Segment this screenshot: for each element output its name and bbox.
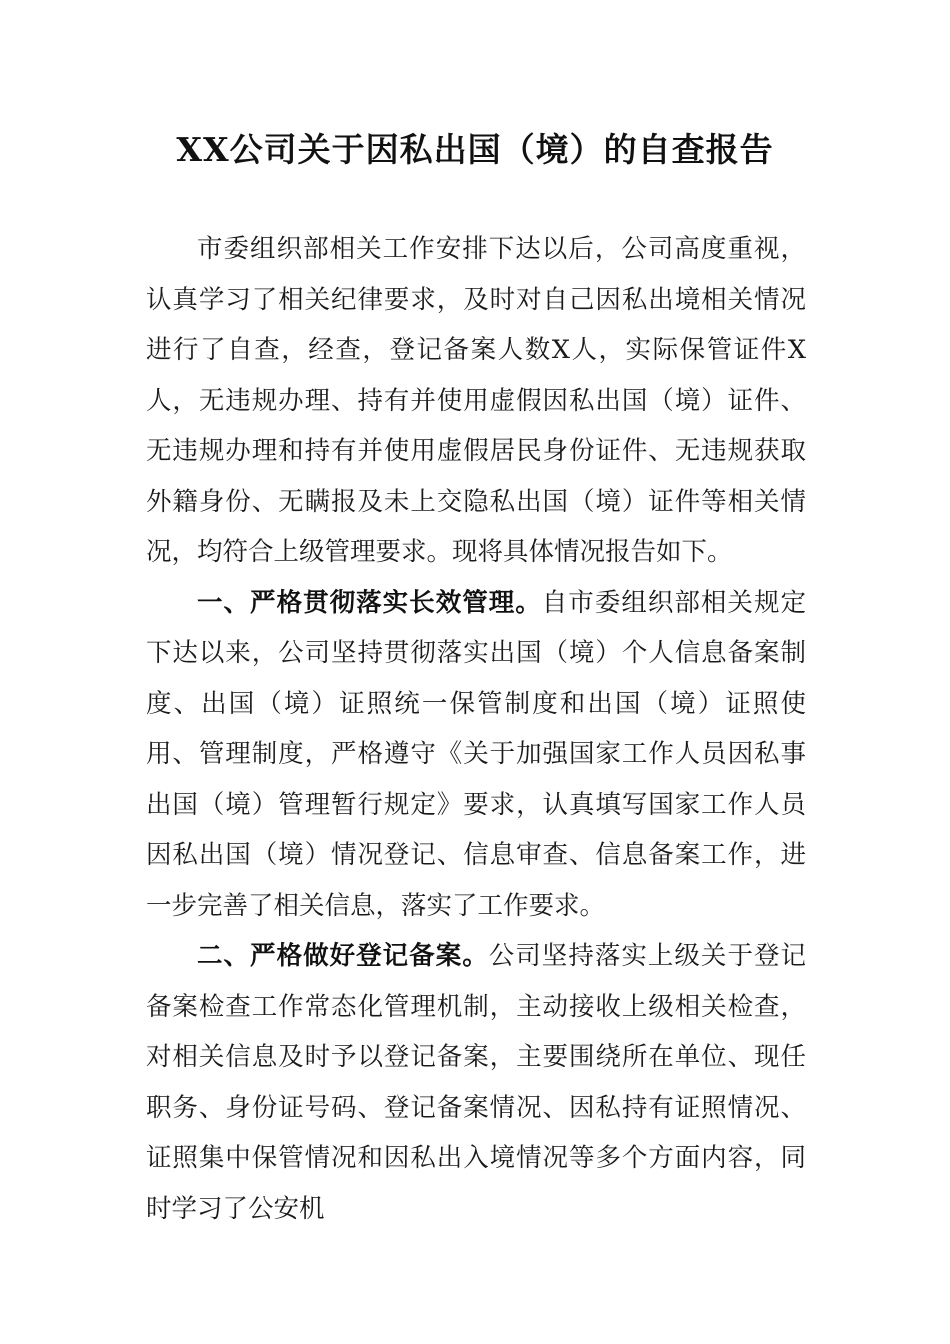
document-title: XX公司关于因私出国（境）的自查报告 [176,130,774,169]
section-1-text: 自市委组织部相关规定下达以来，公司坚持贯彻落实出国（境）个人信息备案制度、出国（境）证照统一保管制度和出国（境）证照使用、管理制度，严格遵守《关于加强国家工作人员因私事出国（境）管理暂行规定》要求，认真填写国家工作人员因私出国（境）情况登记、信息审查、信息备案工作，进一步完善了相关信息，落实了工作要求。 [146,587,806,921]
document-body [146,224,806,1234]
paragraph-intro-text: 市委组织部相关工作安排下达以后，公司高度重视，认真学习了相关纪律要求，及时对自己因私出境相关情况进行了自查，经查，登记备案人数X人，实际保管证件X人，无违规办理、持有并使用虚假因私出国（境）证件、无违规办理和持有并使用虚假居民身份证件、无违规获取外籍身份、无瞒报及未上交隐私出国（境）证件等相关情况，均符合上级管理要求。现将具体情况报告如下。 [146,234,806,567]
section-1-heading: 一、严格贯彻落实长效管理。 [197,587,542,618]
section-2-text: 公司坚持落实上级关于登记备案检查工作常态化管理机制，主动接收上级相关检查，对相关信息及时予以登记备案，主要围绕所在单位、现任职务、身份证号码、登记备案情况、因私持有证照情况、证照集中保管情况和因私出入境情况等多个方面内容，同时学习了公安机 [146,941,806,1224]
paragraph-intro [146,224,806,578]
paragraph-section-1 [146,578,806,932]
paragraph-section-2 [146,931,806,1234]
section-2-heading: 二、严格做好登记备案。 [197,941,489,971]
